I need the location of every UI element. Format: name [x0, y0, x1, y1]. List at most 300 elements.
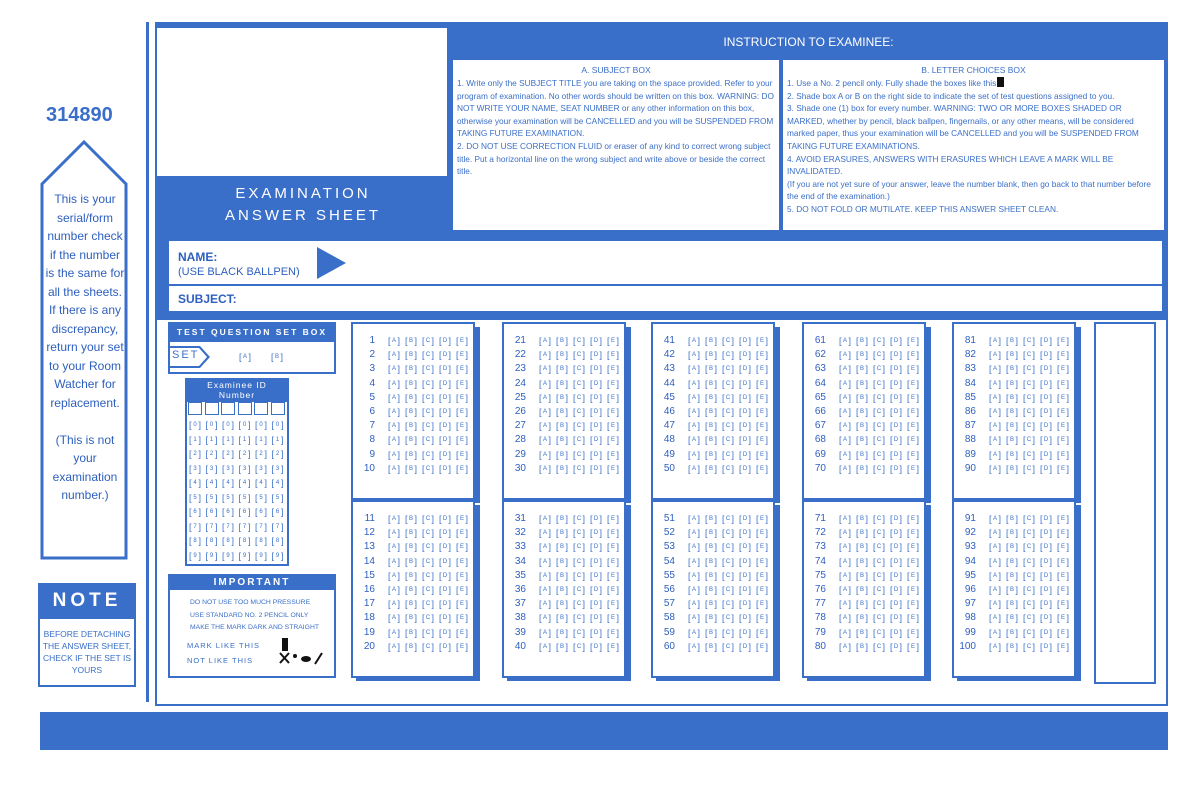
answer-bubble[interactable]: [ C ] — [723, 642, 733, 653]
answer-bubble[interactable]: [ D ] — [891, 379, 901, 390]
answer-bubble[interactable]: [ A ] — [689, 599, 699, 610]
answer-bubble[interactable]: [ A ] — [689, 393, 699, 404]
answer-bubble[interactable]: [ A ] — [389, 350, 399, 361]
answer-bubble[interactable]: [ D ] — [740, 364, 750, 375]
id-digit-bubble[interactable]: [ 2 ] — [223, 449, 233, 460]
answer-bubble[interactable]: [ A ] — [689, 571, 699, 582]
answer-bubble[interactable]: [ B ] — [557, 542, 567, 553]
answer-bubble[interactable]: [ E ] — [908, 571, 918, 582]
answer-bubble[interactable]: [ A ] — [389, 585, 399, 596]
answer-bubble[interactable]: [ C ] — [723, 613, 733, 624]
answer-bubble[interactable]: [ D ] — [591, 585, 601, 596]
answer-bubble[interactable]: [ A ] — [689, 407, 699, 418]
answer-bubble[interactable]: [ D ] — [891, 336, 901, 347]
answer-bubble[interactable]: [ C ] — [723, 514, 733, 525]
answer-bubble[interactable]: [ E ] — [908, 514, 918, 525]
answer-bubble[interactable]: [ D ] — [891, 407, 901, 418]
answer-bubble[interactable]: [ C ] — [723, 557, 733, 568]
answer-bubble[interactable]: [ B ] — [857, 336, 867, 347]
answer-bubble[interactable]: [ E ] — [908, 628, 918, 639]
answer-bubble[interactable]: [ C ] — [574, 464, 584, 475]
answer-bubble[interactable]: [ E ] — [457, 585, 467, 596]
answer-bubble[interactable]: [ A ] — [990, 542, 1000, 553]
answer-bubble[interactable]: [ E ] — [608, 514, 618, 525]
answer-bubble[interactable]: [ C ] — [423, 364, 433, 375]
answer-bubble[interactable]: [ B ] — [1007, 421, 1017, 432]
answer-bubble[interactable]: [ A ] — [990, 421, 1000, 432]
answer-bubble[interactable]: [ B ] — [406, 542, 416, 553]
answer-bubble[interactable]: [ A ] — [540, 542, 550, 553]
answer-bubble[interactable]: [ C ] — [423, 407, 433, 418]
answer-bubble[interactable]: [ E ] — [908, 642, 918, 653]
answer-bubble[interactable]: [ E ] — [457, 407, 467, 418]
answer-bubble[interactable]: [ D ] — [891, 642, 901, 653]
answer-bubble[interactable]: [ A ] — [540, 642, 550, 653]
answer-bubble[interactable]: [ B ] — [1007, 464, 1017, 475]
answer-bubble[interactable]: [ D ] — [740, 435, 750, 446]
answer-bubble[interactable]: [ C ] — [723, 450, 733, 461]
answer-bubble[interactable]: [ B ] — [406, 528, 416, 539]
answer-bubble[interactable]: [ C ] — [574, 393, 584, 404]
answer-bubble[interactable]: [ D ] — [591, 642, 601, 653]
answer-bubble[interactable]: [ D ] — [891, 464, 901, 475]
answer-bubble[interactable]: [ D ] — [591, 421, 601, 432]
answer-bubble[interactable]: [ E ] — [908, 421, 918, 432]
answer-bubble[interactable]: [ C ] — [1024, 421, 1034, 432]
answer-bubble[interactable]: [ E ] — [1058, 557, 1068, 568]
answer-bubble[interactable]: [ B ] — [406, 571, 416, 582]
answer-bubble[interactable]: [ E ] — [457, 379, 467, 390]
answer-bubble[interactable]: [ D ] — [591, 336, 601, 347]
answer-bubble[interactable]: [ A ] — [389, 542, 399, 553]
id-digit-bubble[interactable]: [ 7 ] — [207, 522, 217, 533]
answer-bubble[interactable]: [ A ] — [689, 421, 699, 432]
id-digit-bubble[interactable]: [ 3 ] — [207, 464, 217, 475]
answer-bubble[interactable]: [ B ] — [557, 514, 567, 525]
answer-bubble[interactable]: [ B ] — [706, 613, 716, 624]
answer-bubble[interactable]: [ B ] — [406, 628, 416, 639]
answer-bubble[interactable]: [ C ] — [423, 571, 433, 582]
answer-bubble[interactable]: [ B ] — [406, 379, 416, 390]
answer-bubble[interactable]: [ A ] — [389, 557, 399, 568]
answer-bubble[interactable]: [ D ] — [1041, 350, 1051, 361]
set-option-a[interactable]: [ A ] — [240, 352, 250, 363]
answer-bubble[interactable]: [ C ] — [423, 421, 433, 432]
answer-bubble[interactable]: [ E ] — [908, 350, 918, 361]
id-digit-bubble[interactable]: [ 9 ] — [223, 551, 233, 562]
answer-bubble[interactable]: [ E ] — [757, 514, 767, 525]
answer-bubble[interactable]: [ A ] — [389, 528, 399, 539]
answer-bubble[interactable]: [ B ] — [406, 514, 416, 525]
answer-bubble[interactable]: [ B ] — [706, 407, 716, 418]
answer-bubble[interactable]: [ E ] — [757, 599, 767, 610]
answer-bubble[interactable]: [ D ] — [740, 407, 750, 418]
answer-bubble[interactable]: [ C ] — [874, 393, 884, 404]
answer-bubble[interactable]: [ C ] — [574, 628, 584, 639]
answer-bubble[interactable]: [ A ] — [689, 435, 699, 446]
id-digit-bubble[interactable]: [ 1 ] — [207, 435, 217, 446]
answer-bubble[interactable]: [ A ] — [389, 599, 399, 610]
answer-bubble[interactable]: [ A ] — [840, 571, 850, 582]
answer-bubble[interactable]: [ C ] — [574, 350, 584, 361]
answer-bubble[interactable]: [ D ] — [1041, 364, 1051, 375]
id-digit-bubble[interactable]: [ 0 ] — [273, 420, 283, 431]
answer-bubble[interactable]: [ D ] — [891, 393, 901, 404]
answer-bubble[interactable]: [ D ] — [440, 393, 450, 404]
answer-bubble[interactable]: [ E ] — [457, 514, 467, 525]
answer-bubble[interactable]: [ C ] — [874, 450, 884, 461]
answer-bubble[interactable]: [ A ] — [689, 336, 699, 347]
answer-bubble[interactable]: [ D ] — [591, 407, 601, 418]
answer-bubble[interactable]: [ C ] — [874, 599, 884, 610]
answer-bubble[interactable]: [ E ] — [457, 336, 467, 347]
answer-bubble[interactable]: [ E ] — [908, 379, 918, 390]
answer-bubble[interactable]: [ D ] — [740, 379, 750, 390]
answer-bubble[interactable]: [ C ] — [874, 407, 884, 418]
id-digit-bubble[interactable]: [ 8 ] — [190, 536, 200, 547]
answer-bubble[interactable]: [ B ] — [706, 585, 716, 596]
answer-bubble[interactable]: [ B ] — [557, 571, 567, 582]
answer-bubble[interactable]: [ B ] — [706, 628, 716, 639]
answer-bubble[interactable]: [ B ] — [706, 421, 716, 432]
answer-bubble[interactable]: [ D ] — [591, 571, 601, 582]
answer-bubble[interactable]: [ E ] — [457, 642, 467, 653]
answer-bubble[interactable]: [ E ] — [757, 350, 767, 361]
answer-bubble[interactable]: [ A ] — [840, 364, 850, 375]
answer-bubble[interactable]: [ E ] — [757, 628, 767, 639]
answer-bubble[interactable]: [ B ] — [406, 585, 416, 596]
id-digit-bubble[interactable]: [ 6 ] — [207, 507, 217, 518]
id-digit-bubble[interactable]: [ 9 ] — [207, 551, 217, 562]
answer-bubble[interactable]: [ B ] — [557, 364, 567, 375]
answer-bubble[interactable]: [ B ] — [406, 421, 416, 432]
id-digit-bubble[interactable]: [ 5 ] — [190, 493, 200, 504]
answer-bubble[interactable]: [ A ] — [990, 336, 1000, 347]
answer-bubble[interactable]: [ E ] — [1058, 628, 1068, 639]
answer-bubble[interactable]: [ E ] — [1058, 642, 1068, 653]
answer-bubble[interactable]: [ A ] — [990, 393, 1000, 404]
answer-bubble[interactable]: [ A ] — [540, 613, 550, 624]
answer-bubble[interactable]: [ E ] — [1058, 542, 1068, 553]
id-digit-bubble[interactable]: [ 1 ] — [256, 435, 266, 446]
answer-bubble[interactable]: [ C ] — [1024, 613, 1034, 624]
answer-bubble[interactable]: [ C ] — [574, 336, 584, 347]
answer-bubble[interactable]: [ B ] — [706, 557, 716, 568]
id-digit-bubble[interactable]: [ 3 ] — [240, 464, 250, 475]
answer-bubble[interactable]: [ E ] — [457, 528, 467, 539]
answer-bubble[interactable]: [ B ] — [1007, 336, 1017, 347]
answer-bubble[interactable]: [ C ] — [723, 350, 733, 361]
id-digit-bubble[interactable]: [ 8 ] — [273, 536, 283, 547]
id-digit-bubble[interactable]: [ 6 ] — [273, 507, 283, 518]
answer-bubble[interactable]: [ D ] — [1041, 571, 1051, 582]
answer-bubble[interactable]: [ D ] — [891, 571, 901, 582]
answer-bubble[interactable]: [ B ] — [857, 599, 867, 610]
answer-bubble[interactable]: [ B ] — [406, 464, 416, 475]
answer-bubble[interactable]: [ B ] — [857, 528, 867, 539]
answer-bubble[interactable]: [ A ] — [389, 364, 399, 375]
answer-bubble[interactable]: [ C ] — [423, 350, 433, 361]
answer-bubble[interactable]: [ C ] — [574, 599, 584, 610]
set-option-b[interactable]: [ B ] — [272, 352, 282, 363]
answer-bubble[interactable]: [ D ] — [891, 599, 901, 610]
id-digit-bubble[interactable]: [ 1 ] — [273, 435, 283, 446]
answer-bubble[interactable]: [ E ] — [457, 571, 467, 582]
answer-bubble[interactable]: [ E ] — [757, 613, 767, 624]
answer-bubble[interactable]: [ E ] — [757, 528, 767, 539]
answer-bubble[interactable]: [ B ] — [1007, 628, 1017, 639]
answer-bubble[interactable]: [ D ] — [740, 571, 750, 582]
answer-bubble[interactable]: [ A ] — [990, 350, 1000, 361]
answer-bubble[interactable]: [ A ] — [990, 450, 1000, 461]
id-write-cell[interactable] — [188, 402, 202, 415]
answer-bubble[interactable]: [ E ] — [457, 364, 467, 375]
answer-bubble[interactable]: [ B ] — [1007, 393, 1017, 404]
answer-bubble[interactable]: [ B ] — [706, 528, 716, 539]
answer-bubble[interactable]: [ A ] — [990, 464, 1000, 475]
id-digit-bubble[interactable]: [ 4 ] — [240, 478, 250, 489]
answer-bubble[interactable]: [ B ] — [406, 599, 416, 610]
answer-bubble[interactable]: [ E ] — [1058, 450, 1068, 461]
answer-bubble[interactable]: [ C ] — [874, 642, 884, 653]
answer-bubble[interactable]: [ E ] — [457, 557, 467, 568]
answer-bubble[interactable]: [ C ] — [1024, 435, 1034, 446]
answer-bubble[interactable]: [ E ] — [608, 450, 618, 461]
answer-bubble[interactable]: [ B ] — [857, 642, 867, 653]
id-digit-bubble[interactable]: [ 4 ] — [207, 478, 217, 489]
answer-bubble[interactable]: [ A ] — [840, 407, 850, 418]
answer-bubble[interactable]: [ E ] — [608, 407, 618, 418]
answer-bubble[interactable]: [ B ] — [557, 407, 567, 418]
answer-bubble[interactable]: [ D ] — [891, 364, 901, 375]
answer-bubble[interactable]: [ A ] — [540, 464, 550, 475]
id-digit-bubble[interactable]: [ 7 ] — [240, 522, 250, 533]
answer-bubble[interactable]: [ D ] — [740, 628, 750, 639]
answer-bubble[interactable]: [ A ] — [389, 613, 399, 624]
answer-bubble[interactable]: [ E ] — [757, 379, 767, 390]
answer-bubble[interactable]: [ C ] — [874, 571, 884, 582]
answer-bubble[interactable]: [ C ] — [874, 379, 884, 390]
answer-bubble[interactable]: [ D ] — [891, 421, 901, 432]
answer-bubble[interactable]: [ E ] — [757, 364, 767, 375]
answer-bubble[interactable]: [ C ] — [423, 450, 433, 461]
answer-bubble[interactable]: [ D ] — [591, 464, 601, 475]
answer-bubble[interactable]: [ B ] — [857, 435, 867, 446]
answer-bubble[interactable]: [ E ] — [908, 336, 918, 347]
answer-bubble[interactable]: [ E ] — [757, 421, 767, 432]
answer-bubble[interactable]: [ B ] — [406, 450, 416, 461]
answer-bubble[interactable]: [ E ] — [757, 642, 767, 653]
answer-bubble[interactable]: [ E ] — [908, 542, 918, 553]
id-digit-bubble[interactable]: [ 4 ] — [190, 478, 200, 489]
answer-bubble[interactable]: [ B ] — [857, 421, 867, 432]
answer-bubble[interactable]: [ B ] — [557, 450, 567, 461]
answer-bubble[interactable]: [ E ] — [1058, 514, 1068, 525]
answer-bubble[interactable]: [ E ] — [908, 393, 918, 404]
answer-bubble[interactable]: [ C ] — [1024, 350, 1034, 361]
answer-bubble[interactable]: [ A ] — [840, 464, 850, 475]
answer-bubble[interactable]: [ C ] — [874, 557, 884, 568]
answer-bubble[interactable]: [ C ] — [723, 435, 733, 446]
answer-bubble[interactable]: [ C ] — [423, 599, 433, 610]
answer-bubble[interactable]: [ A ] — [840, 350, 850, 361]
answer-bubble[interactable]: [ A ] — [689, 585, 699, 596]
answer-bubble[interactable]: [ B ] — [1007, 557, 1017, 568]
answer-bubble[interactable]: [ D ] — [440, 364, 450, 375]
answer-bubble[interactable]: [ A ] — [689, 642, 699, 653]
answer-bubble[interactable]: [ E ] — [608, 350, 618, 361]
answer-bubble[interactable]: [ D ] — [591, 435, 601, 446]
answer-bubble[interactable]: [ B ] — [406, 557, 416, 568]
answer-bubble[interactable]: [ E ] — [1058, 613, 1068, 624]
answer-bubble[interactable]: [ C ] — [423, 642, 433, 653]
answer-bubble[interactable]: [ B ] — [557, 628, 567, 639]
answer-bubble[interactable]: [ B ] — [857, 557, 867, 568]
answer-bubble[interactable]: [ C ] — [574, 435, 584, 446]
answer-bubble[interactable]: [ D ] — [1041, 557, 1051, 568]
answer-bubble[interactable]: [ A ] — [990, 599, 1000, 610]
answer-bubble[interactable]: [ E ] — [1058, 407, 1068, 418]
answer-bubble[interactable]: [ E ] — [457, 599, 467, 610]
answer-bubble[interactable]: [ D ] — [891, 613, 901, 624]
id-digit-bubble[interactable]: [ 2 ] — [190, 449, 200, 460]
answer-bubble[interactable]: [ D ] — [440, 421, 450, 432]
answer-bubble[interactable]: [ C ] — [423, 585, 433, 596]
answer-bubble[interactable]: [ E ] — [608, 642, 618, 653]
answer-bubble[interactable]: [ B ] — [857, 585, 867, 596]
answer-bubble[interactable]: [ B ] — [406, 350, 416, 361]
answer-bubble[interactable]: [ E ] — [1058, 571, 1068, 582]
answer-bubble[interactable]: [ D ] — [440, 599, 450, 610]
answer-bubble[interactable]: [ A ] — [689, 542, 699, 553]
answer-bubble[interactable]: [ C ] — [1024, 514, 1034, 525]
answer-bubble[interactable]: [ C ] — [723, 379, 733, 390]
answer-bubble[interactable]: [ A ] — [840, 557, 850, 568]
answer-bubble[interactable]: [ D ] — [1041, 585, 1051, 596]
answer-bubble[interactable]: [ B ] — [857, 393, 867, 404]
answer-bubble[interactable]: [ D ] — [891, 435, 901, 446]
answer-bubble[interactable]: [ B ] — [557, 421, 567, 432]
answer-bubble[interactable]: [ E ] — [1058, 599, 1068, 610]
answer-bubble[interactable]: [ D ] — [740, 613, 750, 624]
answer-bubble[interactable]: [ A ] — [840, 642, 850, 653]
answer-bubble[interactable]: [ E ] — [1058, 336, 1068, 347]
answer-bubble[interactable]: [ D ] — [440, 514, 450, 525]
answer-bubble[interactable]: [ B ] — [706, 542, 716, 553]
answer-bubble[interactable]: [ B ] — [1007, 613, 1017, 624]
answer-bubble[interactable]: [ C ] — [874, 514, 884, 525]
id-digit-bubble[interactable]: [ 9 ] — [190, 551, 200, 562]
answer-bubble[interactable]: [ E ] — [1058, 364, 1068, 375]
answer-bubble[interactable]: [ B ] — [706, 435, 716, 446]
id-digit-bubble[interactable]: [ 1 ] — [240, 435, 250, 446]
answer-bubble[interactable]: [ D ] — [440, 571, 450, 582]
answer-bubble[interactable]: [ D ] — [740, 585, 750, 596]
answer-bubble[interactable]: [ E ] — [457, 628, 467, 639]
answer-bubble[interactable]: [ D ] — [440, 464, 450, 475]
answer-bubble[interactable]: [ E ] — [1058, 379, 1068, 390]
answer-bubble[interactable]: [ A ] — [389, 642, 399, 653]
answer-bubble[interactable]: [ A ] — [840, 528, 850, 539]
answer-bubble[interactable]: [ E ] — [457, 613, 467, 624]
answer-bubble[interactable]: [ E ] — [608, 393, 618, 404]
answer-bubble[interactable]: [ C ] — [1024, 450, 1034, 461]
answer-bubble[interactable]: [ C ] — [574, 379, 584, 390]
answer-bubble[interactable]: [ B ] — [706, 514, 716, 525]
answer-bubble[interactable]: [ E ] — [757, 393, 767, 404]
answer-bubble[interactable]: [ B ] — [1007, 542, 1017, 553]
answer-bubble[interactable]: [ A ] — [840, 421, 850, 432]
id-digit-bubble[interactable]: [ 2 ] — [207, 449, 217, 460]
answer-bubble[interactable]: [ A ] — [990, 435, 1000, 446]
answer-bubble[interactable]: [ B ] — [1007, 642, 1017, 653]
answer-bubble[interactable]: [ D ] — [591, 557, 601, 568]
answer-bubble[interactable]: [ A ] — [990, 642, 1000, 653]
answer-bubble[interactable]: [ D ] — [591, 364, 601, 375]
answer-bubble[interactable]: [ C ] — [574, 557, 584, 568]
answer-bubble[interactable]: [ A ] — [540, 407, 550, 418]
answer-bubble[interactable]: [ E ] — [608, 557, 618, 568]
id-digit-bubble[interactable]: [ 9 ] — [256, 551, 266, 562]
id-digit-bubble[interactable]: [ 0 ] — [240, 420, 250, 431]
answer-bubble[interactable]: [ D ] — [591, 542, 601, 553]
answer-bubble[interactable]: [ D ] — [1041, 379, 1051, 390]
answer-bubble[interactable]: [ D ] — [591, 514, 601, 525]
answer-bubble[interactable]: [ B ] — [857, 379, 867, 390]
answer-bubble[interactable]: [ D ] — [1041, 528, 1051, 539]
answer-bubble[interactable]: [ D ] — [440, 628, 450, 639]
answer-bubble[interactable]: [ E ] — [608, 421, 618, 432]
answer-bubble[interactable]: [ A ] — [840, 613, 850, 624]
answer-bubble[interactable]: [ B ] — [1007, 364, 1017, 375]
answer-bubble[interactable]: [ B ] — [557, 393, 567, 404]
answer-bubble[interactable]: [ A ] — [840, 599, 850, 610]
answer-bubble[interactable]: [ C ] — [574, 407, 584, 418]
answer-bubble[interactable]: [ A ] — [840, 628, 850, 639]
answer-bubble[interactable]: [ B ] — [857, 613, 867, 624]
answer-bubble[interactable]: [ B ] — [706, 464, 716, 475]
answer-bubble[interactable]: [ C ] — [723, 407, 733, 418]
answer-bubble[interactable]: [ A ] — [689, 364, 699, 375]
answer-bubble[interactable]: [ A ] — [840, 336, 850, 347]
answer-bubble[interactable]: [ D ] — [440, 613, 450, 624]
answer-bubble[interactable]: [ B ] — [857, 407, 867, 418]
answer-bubble[interactable]: [ A ] — [689, 464, 699, 475]
answer-bubble[interactable]: [ C ] — [1024, 571, 1034, 582]
answer-bubble[interactable]: [ E ] — [608, 613, 618, 624]
answer-bubble[interactable]: [ C ] — [574, 542, 584, 553]
id-digit-bubble[interactable]: [ 5 ] — [256, 493, 266, 504]
id-digit-bubble[interactable]: [ 0 ] — [190, 420, 200, 431]
answer-bubble[interactable]: [ A ] — [990, 628, 1000, 639]
answer-bubble[interactable]: [ C ] — [874, 542, 884, 553]
answer-bubble[interactable]: [ B ] — [1007, 571, 1017, 582]
answer-bubble[interactable]: [ D ] — [1041, 542, 1051, 553]
answer-bubble[interactable]: [ C ] — [423, 393, 433, 404]
answer-bubble[interactable]: [ D ] — [740, 450, 750, 461]
answer-bubble[interactable]: [ E ] — [757, 542, 767, 553]
answer-bubble[interactable]: [ C ] — [423, 435, 433, 446]
answer-bubble[interactable]: [ E ] — [608, 336, 618, 347]
answer-bubble[interactable]: [ E ] — [457, 450, 467, 461]
answer-bubble[interactable]: [ B ] — [706, 379, 716, 390]
answer-bubble[interactable]: [ C ] — [1024, 364, 1034, 375]
answer-bubble[interactable]: [ B ] — [406, 393, 416, 404]
answer-bubble[interactable]: [ A ] — [990, 613, 1000, 624]
answer-bubble[interactable]: [ B ] — [406, 435, 416, 446]
answer-bubble[interactable]: [ E ] — [908, 599, 918, 610]
id-digit-bubble[interactable]: [ 4 ] — [256, 478, 266, 489]
